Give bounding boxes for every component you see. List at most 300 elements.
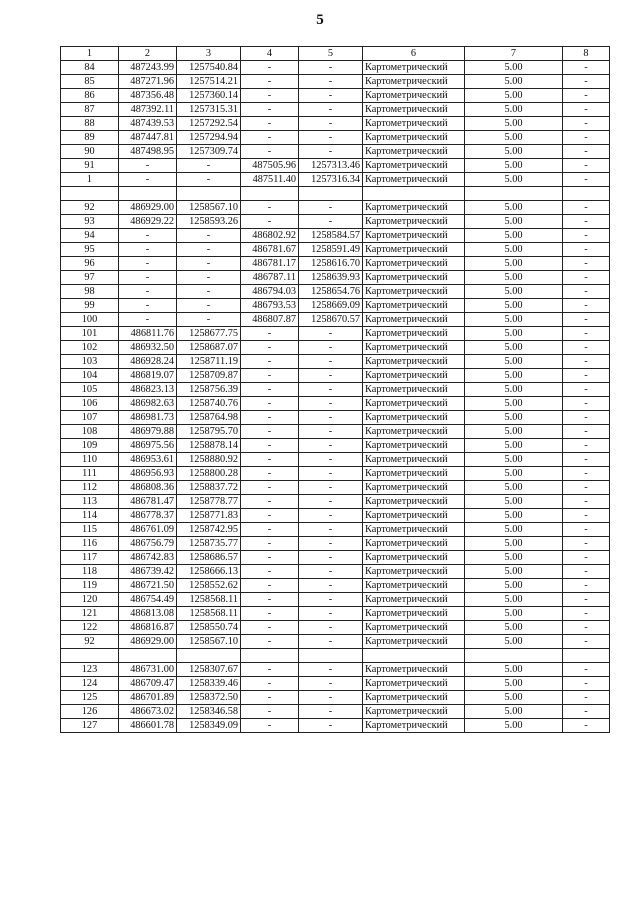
table-cell: - [241,705,299,719]
table-row [61,509,610,523]
table-cell: Картометрический [363,551,465,565]
table-cell: - [119,299,177,313]
table-cell: - [241,341,299,355]
table-cell: 114 [61,509,119,523]
table-cell: 486929.00 [119,635,177,649]
table-cell: 5.00 [465,173,563,187]
table-cell: 486756.79 [119,537,177,551]
table-cell: Картометрический [363,215,465,229]
table-cell: 486787.11 [241,271,299,285]
table-cell: - [563,229,610,243]
table-row [61,327,610,341]
table-cell: - [299,383,363,397]
table-cell: - [119,285,177,299]
table-cell: - [241,103,299,117]
table-cell: 1258764.98 [177,411,241,425]
table-cell: Картометрический [363,299,465,313]
table-cell: Картометрический [363,495,465,509]
table-cell [299,649,363,663]
table-cell: Картометрический [363,369,465,383]
column-header: 5 [299,47,363,61]
table-cell [119,649,177,663]
table-cell: 1258837.72 [177,481,241,495]
table-cell: 5.00 [465,341,563,355]
table-cell: - [299,355,363,369]
table-cell: 5.00 [465,159,563,173]
table-cell: - [563,439,610,453]
table-cell [563,187,610,201]
table-cell: Картометрический [363,691,465,705]
table-cell: 110 [61,453,119,467]
table-cell: - [299,131,363,145]
table-cell: - [563,677,610,691]
table-cell [465,187,563,201]
table-cell: Картометрический [363,327,465,341]
table-cell: - [177,271,241,285]
table-cell: - [563,705,610,719]
table-cell: 5.00 [465,439,563,453]
table-cell: 486754.49 [119,593,177,607]
table-cell: - [563,89,610,103]
table-cell: - [299,61,363,75]
table-cell: 126 [61,705,119,719]
table-cell: - [299,551,363,565]
table-cell: 1258349.09 [177,719,241,733]
table-cell: 486816.87 [119,621,177,635]
table-cell: - [299,509,363,523]
table-cell: - [563,397,610,411]
table-cell: 127 [61,719,119,733]
column-header: 7 [465,47,563,61]
table-cell: - [241,523,299,537]
table-cell: - [563,257,610,271]
table-cell: 5.00 [465,705,563,719]
table-cell: - [299,677,363,691]
table-cell: - [299,453,363,467]
table-cell: 486807.87 [241,313,299,327]
table-cell: 92 [61,201,119,215]
table-cell: 5.00 [465,75,563,89]
table-cell: - [177,285,241,299]
table-cell: 486982.63 [119,397,177,411]
table-cell: - [563,369,610,383]
table-cell: 5.00 [465,663,563,677]
table-cell: 96 [61,257,119,271]
table-cell: 1257316.34 [299,173,363,187]
table-row [61,593,610,607]
table-cell: - [563,145,610,159]
table-row [61,117,610,131]
table-cell: - [563,299,610,313]
table-cell: 109 [61,439,119,453]
table-cell: 5.00 [465,579,563,593]
table-cell: - [241,201,299,215]
table-row [61,285,610,299]
table-row [61,173,610,187]
table-cell [177,187,241,201]
table-cell: 5.00 [465,285,563,299]
table-row [61,313,610,327]
table-row [61,495,610,509]
table-cell: 101 [61,327,119,341]
table-cell: 5.00 [465,201,563,215]
table-cell: - [241,621,299,635]
table-cell: 1258735.77 [177,537,241,551]
table-cell: Картометрический [363,537,465,551]
table-cell: 1 [61,173,119,187]
table-cell: - [241,663,299,677]
table-cell: 486975.56 [119,439,177,453]
table-cell: - [563,663,610,677]
table-cell: - [563,551,610,565]
table-cell: 97 [61,271,119,285]
table-cell: 1258880.92 [177,453,241,467]
table-cell: - [241,327,299,341]
table-cell: 111 [61,467,119,481]
table-cell: - [299,397,363,411]
table-cell: - [177,257,241,271]
table-cell: 1257309.74 [177,145,241,159]
table-cell: - [563,285,610,299]
table-cell: - [177,159,241,173]
table-cell: 486928.24 [119,355,177,369]
table-cell: - [299,89,363,103]
table-cell: Картометрический [363,565,465,579]
table-cell: 1258339.46 [177,677,241,691]
table-cell: Картометрический [363,201,465,215]
table-cell: 5.00 [465,89,563,103]
table-cell: 486953.61 [119,453,177,467]
table-cell: 107 [61,411,119,425]
table-cell: 86 [61,89,119,103]
table-cell: 98 [61,285,119,299]
table-cell: - [177,313,241,327]
table-cell: - [563,579,610,593]
table-cell: Картометрический [363,173,465,187]
table-row [61,467,610,481]
table-cell: - [241,481,299,495]
table-cell: 486811.76 [119,327,177,341]
table-row [61,201,610,215]
table-cell: - [241,607,299,621]
table-cell: Картометрический [363,579,465,593]
table-cell [563,649,610,663]
table-cell: 112 [61,481,119,495]
table-cell: Картометрический [363,439,465,453]
table-cell: 87 [61,103,119,117]
table-cell [363,649,465,663]
table-cell: - [119,229,177,243]
table-cell: - [299,621,363,635]
table-row [61,621,610,635]
table-cell: - [563,159,610,173]
table-row [61,215,610,229]
table-cell: 92 [61,635,119,649]
table-cell: 1258711.19 [177,355,241,369]
table-cell: 85 [61,75,119,89]
table-header-row [61,47,610,61]
table-cell: - [299,369,363,383]
table-separator-row [61,187,610,201]
table-cell: 486956.93 [119,467,177,481]
table-cell: - [563,355,610,369]
table-cell: - [241,453,299,467]
table-cell: 1258878.14 [177,439,241,453]
table-cell: - [563,75,610,89]
table-cell: - [241,495,299,509]
table-row [61,341,610,355]
table-row [61,523,610,537]
table-cell: 117 [61,551,119,565]
table-cell: - [563,131,610,145]
table-cell: 486823.13 [119,383,177,397]
table-cell: Картометрический [363,509,465,523]
table-row [61,481,610,495]
table-cell: - [299,593,363,607]
table-row [61,383,610,397]
table-cell: - [563,481,610,495]
table-cell: 5.00 [465,621,563,635]
table-cell: 100 [61,313,119,327]
table-cell: 1258771.83 [177,509,241,523]
table-cell: 486802.92 [241,229,299,243]
table-cell: Картометрический [363,397,465,411]
coordinates-table [60,46,610,733]
table-cell: - [299,719,363,733]
table-cell: 5.00 [465,523,563,537]
table-cell: - [241,355,299,369]
table-cell: 5.00 [465,257,563,271]
table-row [61,411,610,425]
table-cell: - [299,439,363,453]
table-cell: 1258307.67 [177,663,241,677]
table-cell: 5.00 [465,509,563,523]
table-cell: - [299,215,363,229]
table-row [61,691,610,705]
table-cell: 5.00 [465,299,563,313]
page-number: 5 [316,12,324,28]
column-header: 2 [119,47,177,61]
table-cell: - [241,117,299,131]
table-row [61,243,610,257]
table-cell: - [563,103,610,117]
table-cell: - [563,453,610,467]
table-cell: 1257514.21 [177,75,241,89]
table-cell: 5.00 [465,369,563,383]
table-cell: Картометрический [363,103,465,117]
table-cell: Картометрический [363,61,465,75]
table-row [61,89,610,103]
table-row [61,635,610,649]
table-cell: 486793.53 [241,299,299,313]
table-cell: 5.00 [465,481,563,495]
table-cell: - [563,537,610,551]
table-cell: - [177,299,241,313]
table-cell: - [563,495,610,509]
table-cell: - [563,607,610,621]
table-cell: 1258591.49 [299,243,363,257]
table-cell: - [299,481,363,495]
table-cell: 5.00 [465,677,563,691]
table-cell: 486979.88 [119,425,177,439]
table-cell: 1258568.11 [177,607,241,621]
table-cell: Картометрический [363,285,465,299]
table-cell: - [241,131,299,145]
table-cell: - [563,425,610,439]
table-cell: 1258669.09 [299,299,363,313]
table-cell: 1258756.39 [177,383,241,397]
table-row [61,397,610,411]
table-cell: - [299,145,363,159]
table-cell: Картометрический [363,677,465,691]
table-cell: 486778.37 [119,509,177,523]
table-cell: 1258550.74 [177,621,241,635]
table-cell: 5.00 [465,397,563,411]
table-cell: 1257360.14 [177,89,241,103]
table-cell: - [563,201,610,215]
table-cell: - [563,635,610,649]
table-cell: 1258666.13 [177,565,241,579]
table-cell: 486781.17 [241,257,299,271]
table-cell: 5.00 [465,495,563,509]
table-row [61,453,610,467]
table-cell: 1258686.57 [177,551,241,565]
table-cell: - [563,61,610,75]
table-cell: 5.00 [465,551,563,565]
table-cell: - [119,313,177,327]
table-cell: 5.00 [465,103,563,117]
table-cell: - [299,663,363,677]
table-cell: - [563,719,610,733]
table-cell: Картометрический [363,145,465,159]
table-cell: 5.00 [465,425,563,439]
table-row [61,565,610,579]
table-cell: 5.00 [465,215,563,229]
table-cell: 5.00 [465,327,563,341]
table-cell: - [119,173,177,187]
table-cell: - [119,159,177,173]
table-cell: 118 [61,565,119,579]
table-cell: Картометрический [363,467,465,481]
table-cell: 1257315.31 [177,103,241,117]
table-cell: 119 [61,579,119,593]
table-cell: 486794.03 [241,285,299,299]
table-cell: 486929.22 [119,215,177,229]
table-cell: - [563,243,610,257]
table-cell: 1258593.26 [177,215,241,229]
table-cell: 1258346.58 [177,705,241,719]
table-cell: 88 [61,117,119,131]
table-cell: 5.00 [465,131,563,145]
table-cell: 1258616.70 [299,257,363,271]
table-cell: 487243.99 [119,61,177,75]
table-cell: 1257313.46 [299,159,363,173]
table-row [61,579,610,593]
table-cell: 84 [61,61,119,75]
table-cell: 487271.96 [119,75,177,89]
table-cell: 1258584.57 [299,229,363,243]
table-cell: - [563,467,610,481]
table-cell: - [299,425,363,439]
table-cell: 486601.78 [119,719,177,733]
table-cell: 5.00 [465,565,563,579]
table-cell: - [563,411,610,425]
table-cell: 1257294.94 [177,131,241,145]
table-cell: - [299,635,363,649]
table-cell [363,187,465,201]
table-cell: 486742.83 [119,551,177,565]
table-row [61,551,610,565]
table-cell: - [177,243,241,257]
table-cell: Картометрический [363,663,465,677]
table-row [61,271,610,285]
table-row [61,145,610,159]
table-cell: - [563,621,610,635]
column-header: 1 [61,47,119,61]
table-cell: 120 [61,593,119,607]
table-cell: 1258567.10 [177,635,241,649]
table-cell: - [299,523,363,537]
table-cell: - [299,75,363,89]
table-cell: - [241,397,299,411]
table-row [61,61,610,75]
table-cell: - [241,411,299,425]
table-cell: 5.00 [465,145,563,159]
table-cell: 1258372.50 [177,691,241,705]
table-cell: - [563,313,610,327]
table-cell: - [177,229,241,243]
table-cell: - [563,215,610,229]
table-cell: Картометрический [363,257,465,271]
table-separator-row [61,649,610,663]
table-row [61,369,610,383]
table-cell: 1258639.93 [299,271,363,285]
table-cell: Картометрический [363,159,465,173]
table-cell: - [241,509,299,523]
table-cell: - [119,243,177,257]
table-cell: 124 [61,677,119,691]
table-cell: - [241,593,299,607]
table-cell: Картометрический [363,705,465,719]
table-cell [61,649,119,663]
table-row [61,607,610,621]
table-cell: Картометрический [363,243,465,257]
table-cell: 5.00 [465,467,563,481]
table-cell: Картометрический [363,607,465,621]
table-cell: 487356.48 [119,89,177,103]
table-cell: 89 [61,131,119,145]
table-cell: 487498.95 [119,145,177,159]
table-cell: Картометрический [363,117,465,131]
table-cell: 486929.00 [119,201,177,215]
table-cell: - [563,593,610,607]
table-cell: 1258778.77 [177,495,241,509]
table-row [61,355,610,369]
table-cell: 486781.47 [119,495,177,509]
table-cell: Картометрический [363,635,465,649]
table-cell: - [563,383,610,397]
table-cell: 5.00 [465,355,563,369]
table-cell: 1258567.10 [177,201,241,215]
table-cell: 486731.00 [119,663,177,677]
table-cell: - [299,537,363,551]
table-cell: - [563,271,610,285]
table-cell: - [241,719,299,733]
table-cell: 93 [61,215,119,229]
table-cell: 486932.50 [119,341,177,355]
table-cell: 486761.09 [119,523,177,537]
table-cell: - [241,439,299,453]
